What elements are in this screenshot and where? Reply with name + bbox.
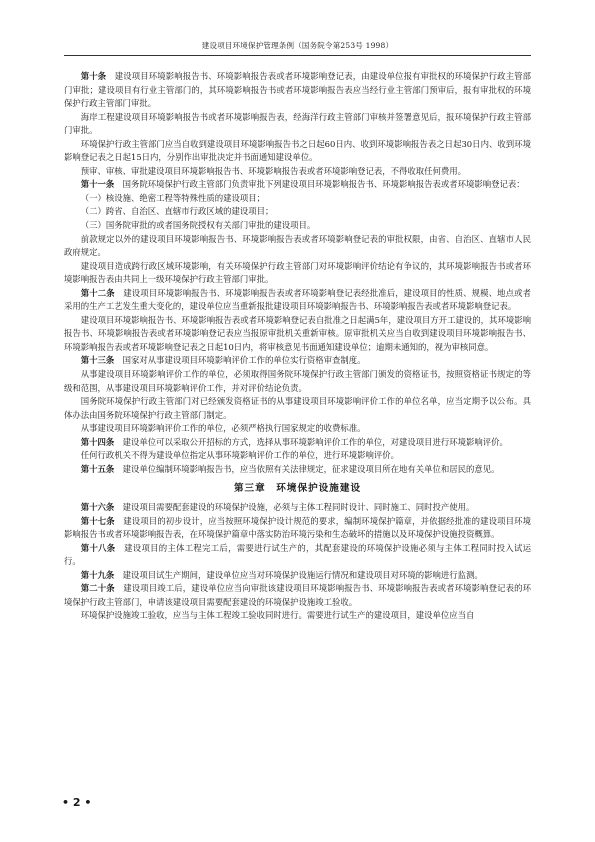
paragraph-text: 建设项目试生产期间，建设单位应当对环境保护设施运行情况和建设项目对环境的影响进行监测。 bbox=[122, 569, 483, 580]
paragraph-text: 国务院环境保护行政主管部门负责审批下列建设项目环境影响报告书、环境影响报告表或者环境影响登记表： bbox=[122, 179, 525, 190]
article-paragraph bbox=[64, 70, 531, 111]
body-paragraph bbox=[64, 449, 531, 463]
article-number: 第十五条 bbox=[80, 463, 115, 474]
chapter-two-section bbox=[64, 70, 531, 476]
paragraph-text: 建设项目需要配套建设的环境保护设施，必须与主体工程同时设计、同时施工、同时投产使用。 bbox=[122, 501, 475, 512]
page-number: • 2 • bbox=[62, 796, 92, 809]
body-paragraph bbox=[64, 314, 531, 355]
paragraph-text: （二）跨省、自治区、直辖市行政区域的建设项目； bbox=[80, 206, 274, 217]
article-number: 第十八条 bbox=[80, 542, 116, 553]
running-header: 建设项目环境保护管理条例（国务院令第253号 1998） bbox=[64, 40, 531, 56]
paragraph-text: （三）国务院审批的或者国务院授权有关部门审批的建设项目。 bbox=[80, 220, 316, 231]
article-paragraph bbox=[64, 178, 531, 192]
article-number: 第十条 bbox=[80, 71, 107, 81]
article-paragraph bbox=[64, 542, 531, 569]
paragraph-text: 国务院环境保护行政主管部门对已经颁发资格证书的从事建设项目环境影响评价工作的单位名单，应当定期予以公布。具体办法由国务院环境保护行政主管部门制定。 bbox=[64, 396, 531, 420]
paragraph-text: 环境保护行政主管部门应当自收到建设项目环境影响报告书之日起60日内、收到环境影响报告表之日起30日内、收到环境影响登记表之日起15日内，分别作出审批决定并书面通知建设单位。 bbox=[64, 138, 531, 163]
article-number: 第十一条 bbox=[80, 179, 115, 190]
body-paragraph bbox=[64, 165, 531, 179]
body-paragraph bbox=[64, 422, 531, 436]
article-number: 第十四条 bbox=[80, 436, 115, 447]
list-item bbox=[64, 219, 531, 233]
body-paragraph bbox=[64, 368, 531, 395]
page-body bbox=[64, 70, 531, 623]
paragraph-text: 建设项目造成跨行政区域环境影响，有关环境保护行政主管部门对环境影响评价结论有争议的，其环境影响报告书或者环境影响报告表由共同上一级环境保护行政主管部门审批。 bbox=[64, 260, 531, 285]
article-paragraph bbox=[64, 582, 531, 609]
article-number: 第十七条 bbox=[80, 515, 115, 526]
article-paragraph bbox=[64, 354, 531, 368]
body-paragraph bbox=[64, 395, 531, 422]
paragraph-text: 从事建设项目环境影响评价工作的单位，必须严格执行国家规定的收费标准。 bbox=[80, 423, 366, 434]
body-paragraph bbox=[64, 233, 531, 260]
body-paragraph bbox=[64, 609, 531, 623]
article-number: 第十三条 bbox=[80, 355, 115, 366]
article-paragraph bbox=[64, 463, 531, 477]
paragraph-text: 环境保护设施竣工验收，应当与主体工程竣工验收同时进行。需要进行试生产的建设项目，建设单位应当自 bbox=[80, 610, 475, 621]
paragraph-text: 预审、审核、审批建设项目环境影响报告书、环境影响报告表或者环境影响登记表，不得收取任何费用。 bbox=[80, 165, 467, 176]
chapter-heading: 第三章 环境保护设施建设 bbox=[233, 483, 362, 495]
paragraph-text: 建设项目的初步设计，应当按照环境保护设计规范的要求，编制环境保护篇章，并依据经批准的建设项目环境影响报告书或者环境影响报告表，在环境保护篇章中落实防治环境污染和生态破坏的措施以及环境保护设施投资概算。 bbox=[64, 515, 532, 540]
article-paragraph bbox=[64, 436, 531, 450]
list-item bbox=[64, 205, 531, 219]
paragraph-text: 建设项目竣工后，建设单位应当向审批该建设项目环境影响报告书、环境影响报告表或者环境影响登记表的环境保护行政主管部门，申请该建设项目需要配套建设的环境保护设施竣工验收。 bbox=[64, 583, 532, 607]
paragraph-text: 前款规定以外的建设项目环境影响报告书、环境影响报告表或者环境影响登记表的审批权限，由省、自治区、直辖市人民政府规定。 bbox=[64, 233, 531, 258]
body-paragraph bbox=[64, 138, 531, 165]
paragraph-text: 海岸工程建设项目环境影响报告书或者环境影响报告表，经海洋行政主管部门审核并签署意见后，报环境保护行政主管部门审批。 bbox=[64, 111, 531, 136]
article-number: 第十六条 bbox=[80, 501, 115, 512]
article-paragraph bbox=[64, 515, 531, 542]
article-paragraph bbox=[64, 287, 531, 314]
chapter-three-section bbox=[64, 501, 531, 623]
paragraph-text: 建设项目的主体工程完工后，需要进行试生产的，其配套建设的环境保护设施必须与主体工程同时投入试运行。 bbox=[64, 542, 532, 567]
body-paragraph bbox=[64, 260, 531, 287]
body-paragraph bbox=[64, 111, 531, 138]
article-paragraph bbox=[64, 569, 531, 583]
article-number: 第二十条 bbox=[80, 583, 115, 594]
article-paragraph bbox=[64, 501, 531, 515]
article-number: 第十二条 bbox=[80, 287, 115, 298]
paragraph-text: 建设项目环境影响报告书、环境影响报告表或者环境影响登记表，由建设单位报有审批权的环境保护行政主管部门审批；建设项目有行业主管部门的，其环境影响报告书或者环境影响报告表应当经行业主管部门预审后，报有审批权的环境保护行政主管部门审批。 bbox=[64, 71, 532, 109]
paragraph-text: （一）核设施、绝密工程等特殊性质的建设项目； bbox=[80, 192, 266, 203]
list-item bbox=[64, 192, 531, 206]
paragraph-text: 任何行政机关不得为建设单位指定从事环境影响评价工作的单位，进行环境影响评价。 bbox=[80, 450, 400, 461]
paragraph-text: 建设项目环境影响报告书、环境影响报告表或者环境影响登记表自批准之日起满5年，建设项目方开工建设的，其环境影响报告书、环境影响报告表或者环境影响登记表应当报原审批机关重新审核。原审批机关应当自收到建设项目环境影响报告书、环境影响报告表或者环境影响登记表之日起10日内，将审核意见书面通知建设单位；逾期未通知的，视为审核同意。 bbox=[64, 314, 531, 352]
article-number: 第十九条 bbox=[80, 569, 115, 580]
paragraph-text: 建设单位编制环境影响报告书，应当依照有关法律规定，征求建设项目所在地有关单位和居民的意见。 bbox=[122, 463, 500, 474]
paragraph-text: 国家对从事建设项目环境影响评价工作的单位实行资格审查制度。 bbox=[122, 355, 366, 366]
paragraph-text: 从事建设项目环境影响评价工作的单位，必须取得国务院环境保护行政主管部门颁发的资格证书，按照资格证书规定的等级和范围，从事建设项目环境影响评价工作，并对评价结论负责。 bbox=[64, 369, 531, 393]
paragraph-text: 建设项目环境影响报告书、环境影响报告表或者环境影响登记表经批准后，建设项目的性质、规模、地点或者采用的生产工艺发生重大变化的，建设单位应当重新报批建设项目环境影响报告书、环境影响报告表或者环境影响登记表。 bbox=[64, 287, 532, 312]
paragraph-text: 建设单位可以采取公开招标的方式，选择从事环境影响评价工作的单位，对建设项目进行环境影响评价。 bbox=[122, 436, 508, 447]
